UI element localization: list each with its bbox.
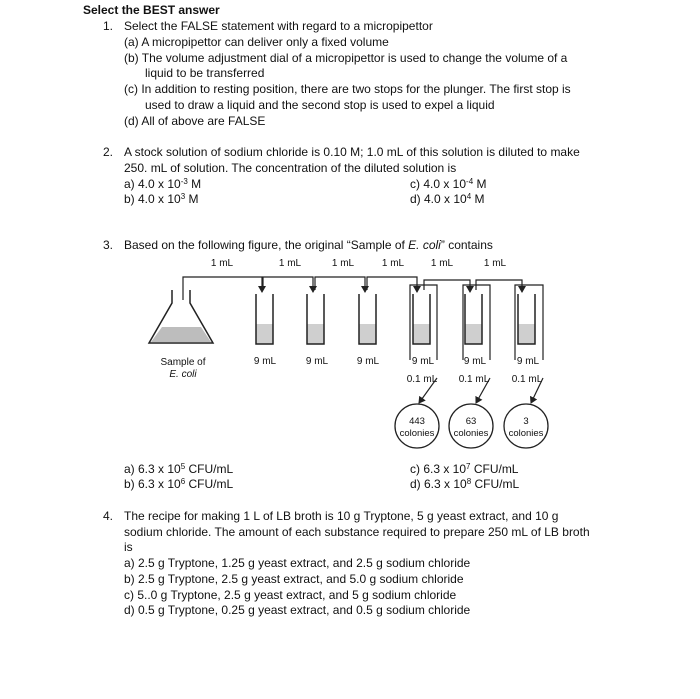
q4-option-d[interactable]: d) 0.5 g Tryptone, 0.25 g yeast extract, and 0.5 g sodium chloride — [124, 603, 471, 617]
q1-option-b[interactable]: (b) The volume adjustment dial of a micropipettor is used to change the volume of a — [124, 51, 568, 65]
plate-2-unit: colonies — [453, 428, 489, 439]
plate-1-unit: colonies — [399, 428, 435, 439]
transfer-label-3: 1 mL — [331, 258, 355, 269]
tube-3 — [359, 294, 376, 344]
plated-label-2: 0.1 mL — [458, 374, 490, 385]
q1-option-a[interactable]: (a) A micropipettor can deliver only a fixed volume — [124, 35, 389, 49]
plate-3 — [504, 404, 548, 448]
q4-option-a[interactable]: a) 2.5 g Tryptone, 1.25 g yeast extract, and 2.5 g sodium chloride — [124, 556, 471, 570]
transfer-label-5: 1 mL — [430, 258, 454, 269]
test-tubes — [256, 294, 535, 344]
q1-option-d[interactable]: (d) All of above are FALSE — [124, 114, 266, 128]
q4-stem-cont-2: is — [124, 540, 133, 554]
q2-option-c[interactable]: c) 4.0 x $10^{-4}$ M — [410, 177, 487, 191]
transfer-arrows — [183, 277, 522, 300]
q1-number: 1. — [103, 19, 114, 33]
tube-6 — [518, 294, 535, 344]
flask-label-2: E. coli — [169, 369, 197, 380]
tube-5 — [465, 294, 482, 344]
q2-stem: A stock solution of sodium chloride is 0.10 M; 1.0 mL of this solution is diluted to make — [124, 145, 580, 159]
transfer-label-2: 1 mL — [278, 258, 302, 269]
q2-option-b[interactable]: b) 4.0 x $10^3$ M — [124, 192, 199, 206]
tube-label-4: 9 mL — [411, 356, 435, 367]
q4-option-b[interactable]: b) 2.5 g Tryptone, 2.5 g yeast extract, and 5.0 g sodium chloride — [124, 572, 464, 586]
flask-label-1: Sample of — [160, 357, 206, 368]
q3-stem: Based on the following figure, the original “Sample of E. coli” contains — [124, 238, 493, 252]
flask-sample — [149, 290, 213, 343]
plate-3-count: 3 — [523, 416, 529, 427]
tube-2 — [307, 294, 324, 344]
transfer-label-6: 1 mL — [483, 258, 507, 269]
transfer-label-4: 1 mL — [381, 258, 405, 269]
plated-label-1: 0.1 mL — [406, 374, 438, 385]
transfer-label-1: 1 mL — [210, 258, 234, 269]
q3-number: 3. — [103, 238, 114, 252]
q3-option-b[interactable]: b) 6.3 x $10^6$ CFU/mL — [124, 477, 234, 491]
q2-option-a[interactable]: a) 4.0 x $10^{-3}$ M — [124, 177, 202, 191]
q2-option-d[interactable]: d) 4.0 x $10^4$ M — [410, 192, 485, 206]
tube-1 — [256, 294, 273, 344]
tube-4 — [413, 294, 430, 344]
tube-label-1: 9 mL — [253, 356, 277, 367]
q3-option-c[interactable]: c) 6.3 x $10^7$ CFU/mL — [410, 462, 519, 476]
q4-option-c[interactable]: c) 5..0 g Tryptone, 2.5 g yeast extract, and 5 g sodium chloride — [124, 588, 457, 602]
plate-2 — [449, 404, 493, 448]
plate-3-unit: colonies — [508, 428, 544, 439]
q3-option-a[interactable]: a) 6.3 x $10^5$ CFU/mL — [124, 462, 234, 476]
q1-option-b-cont: liquid to be transferred — [145, 66, 265, 80]
tube-label-3: 9 mL — [356, 356, 380, 367]
tube-label-5: 9 mL — [463, 356, 487, 367]
tube-label-2: 9 mL — [305, 356, 329, 367]
q1-stem: Select the FALSE statement with regard to a micropipettor — [124, 19, 433, 33]
tube-label-6: 9 mL — [516, 356, 540, 367]
page-heading: Select the BEST answer — [83, 3, 220, 17]
plate-2-count: 63 — [465, 416, 477, 427]
plate-1 — [395, 404, 439, 448]
q1-option-c[interactable]: (c) In addition to resting position, there are two stops for the plunger. The first stop is — [124, 82, 571, 96]
q4-stem-cont: sodium chloride. The amount of each substance required to prepare 250 mL of LB broth — [124, 525, 590, 539]
q2-stem-cont: 250. mL of solution. The concentration of the diluted solution is — [124, 161, 457, 175]
q3-option-d[interactable]: d) 6.3 x $10^8$ CFU/mL — [410, 477, 520, 491]
q1-option-c-cont: used to draw a liquid and the second stop is used to expel a liquid — [145, 98, 495, 112]
q4-stem: The recipe for making 1 L of LB broth is 10 g Tryptone, 5 g yeast extract, and 10 g — [124, 509, 559, 523]
plated-label-3: 0.1 mL — [511, 374, 543, 385]
q4-number: 4. — [103, 509, 114, 523]
plate-1-count: 443 — [409, 416, 425, 427]
q2-number: 2. — [103, 145, 114, 159]
